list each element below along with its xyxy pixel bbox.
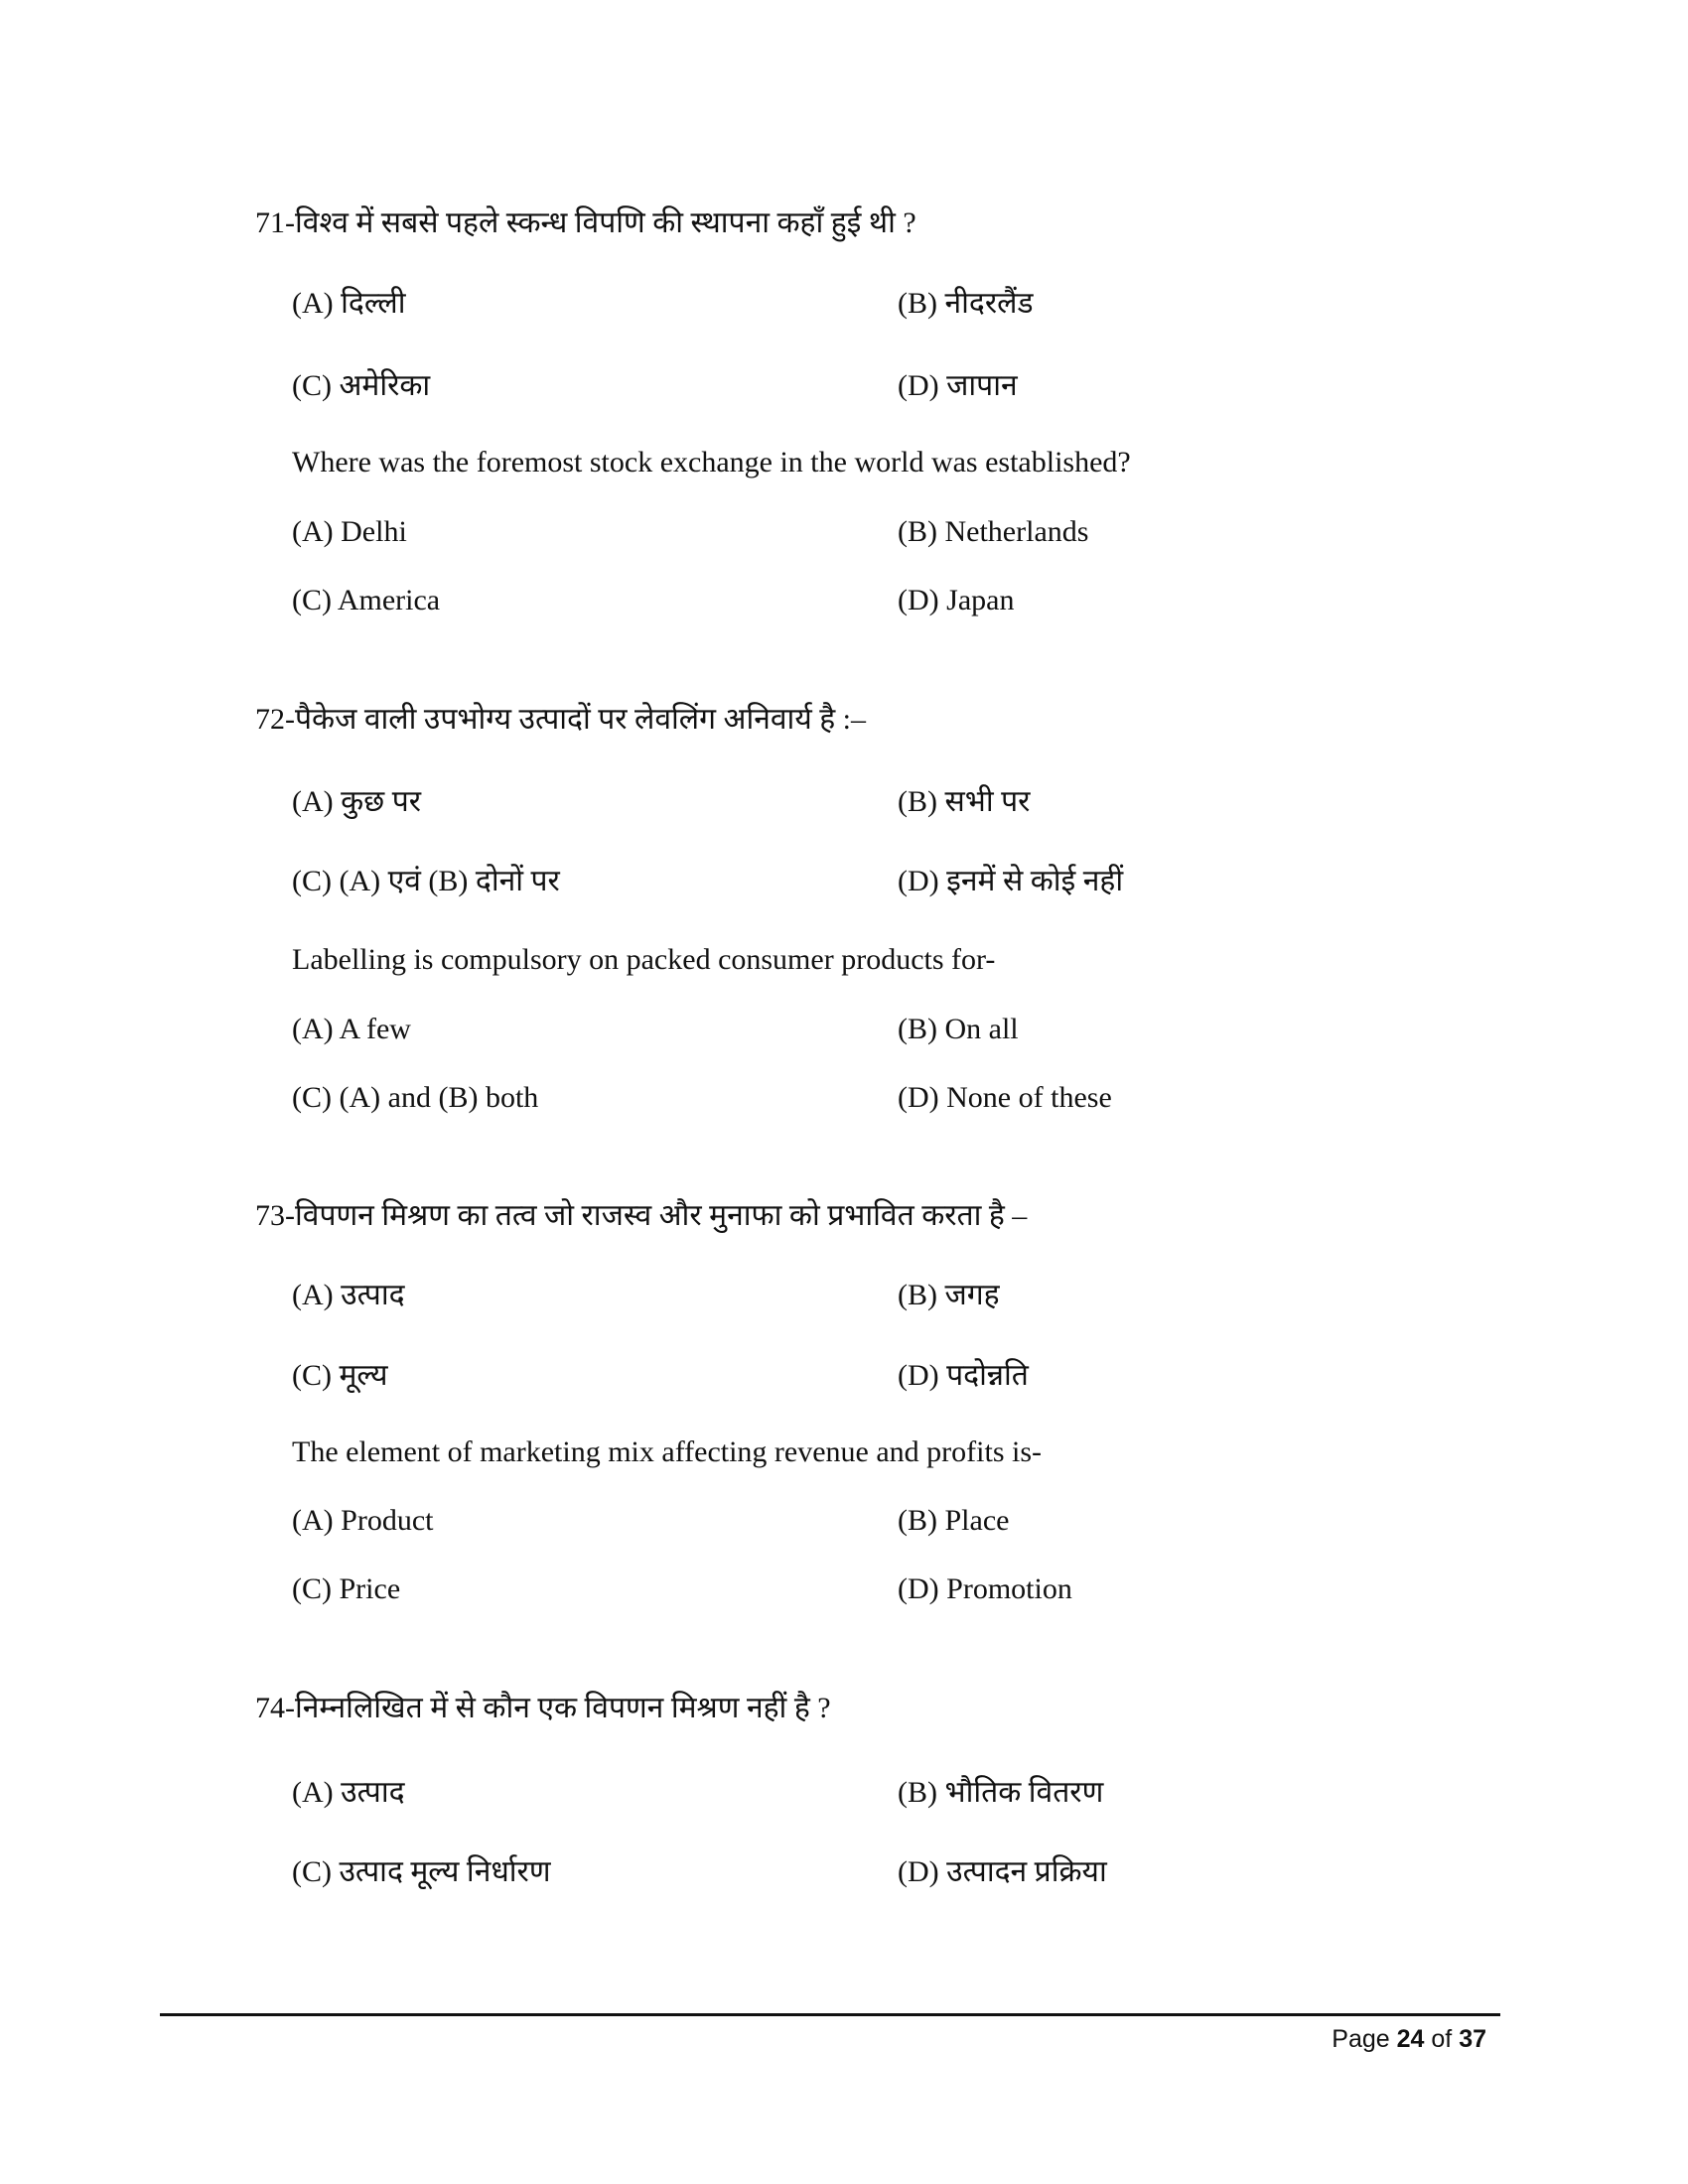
option-d: (D) Promotion [898,1572,1072,1605]
option-d: (D) पदोन्नति [898,1359,1029,1392]
option-a: (A) उत्पाद [292,1776,405,1809]
question-73-english: The element of marketing mix affecting revenue and profits is- [292,1435,1043,1468]
option-d: (D) इनमें से कोई नहीं [898,865,1124,897]
option-c: (C) (A) एवं (B) दोनों पर [292,865,560,897]
option-a: (A) उत्पाद [292,1279,405,1311]
option-b: (B) सभी पर [898,785,1031,818]
question-71-hindi: 71-विश्व में सबसे पहले स्कन्ध विपणि की स्थापना कहाँ हुई थी ? [255,206,916,239]
current-page: 24 [1396,2025,1425,2053]
option-a: (A) दिल्ली [292,287,406,320]
option-a: (A) कुछ पर [292,785,422,818]
option-c: (C) उत्पाद मूल्य निर्धारण [292,1855,551,1888]
option-a: (A) Delhi [292,515,407,548]
option-b: (B) जगह [898,1279,1000,1311]
footer-divider [160,2013,1500,2016]
option-c: (C) Price [292,1572,401,1605]
option-b: (B) भौतिक वितरण [898,1776,1104,1809]
question-72-hindi: 72-पैकेज वाली उपभोग्य उत्पादों पर लेवलिंग अनिवार्य है :– [255,703,866,736]
of-label: of [1431,2025,1453,2053]
option-d: (D) जापान [898,369,1018,402]
option-d: (D) Japan [898,584,1015,616]
question-72-english: Labelling is compulsory on packed consumer products for- [292,943,996,976]
option-b: (B) नीदरलैंड [898,287,1034,320]
option-b: (B) Netherlands [898,515,1089,548]
question-71-english: Where was the foremost stock exchange in the world was established? [292,446,1131,478]
option-c: (C) अमेरिका [292,369,431,402]
option-d: (D) None of these [898,1081,1112,1114]
option-c: (C) (A) and (B) both [292,1081,539,1114]
option-b: (B) Place [898,1504,1010,1537]
option-c: (C) America [292,584,441,616]
option-b: (B) On all [898,1013,1019,1045]
question-74-hindi: 74-निम्नलिखित में से कौन एक विपणन मिश्रण नहीं है ? [255,1692,831,1724]
option-a: (A) A few [292,1013,411,1045]
total-pages: 37 [1459,2025,1486,2053]
page-label: Page [1332,2025,1390,2053]
page-number [1332,2023,1486,2055]
option-d: (D) उत्पादन प्रक्रिया [898,1855,1107,1888]
option-a: (A) Product [292,1504,434,1537]
option-c: (C) मूल्य [292,1359,388,1392]
question-73-hindi: 73-विपणन मिश्रण का तत्व जो राजस्व और मुनाफा को प्रभावित करता है – [255,1199,1028,1232]
